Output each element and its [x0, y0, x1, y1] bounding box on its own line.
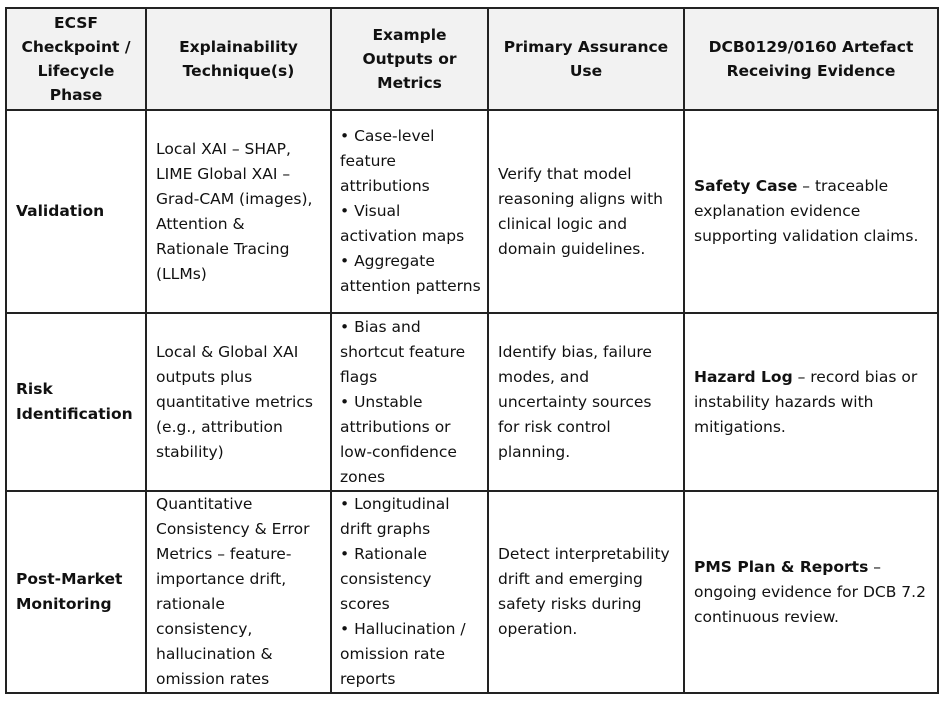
phase-cell: Validation	[6, 110, 146, 313]
header-phase: ECSF Checkpoint / Lifecycle Phase	[6, 8, 146, 110]
header-assurance-use: Primary Assurance Use	[488, 8, 684, 110]
assurance-use-cell: Verify that model reasoning aligns with clinical logic and domain guidelines.	[488, 110, 684, 313]
technique-cell: Local & Global XAI outputs plus quantitative metrics (e.g., attribution stability)	[146, 313, 331, 491]
output-item: • Bias and shortcut feature flags	[340, 317, 466, 386]
table-row-validation	[6, 110, 938, 313]
output-item: • Aggregate attention patterns	[340, 252, 481, 295]
table-row-post-market-monitoring	[6, 491, 938, 693]
artefact-cell	[684, 313, 938, 491]
output-item: • Case-level feature attributions	[340, 127, 435, 195]
output-item: • Visual activation maps	[340, 202, 465, 245]
artefact-text: – record bias or instability hazards with mitigations.	[694, 367, 918, 436]
output-item: • Rationale consistency scores	[340, 545, 432, 613]
evidence-mapping-table	[5, 7, 939, 694]
technique-cell: Quantitative Consistency & Error Metrics – feature-importance drift, rationale consistency, hallucination & omission rates	[146, 491, 331, 693]
artefact-text: – ongoing evidence for DCB 7.2 continuous review.	[694, 557, 926, 626]
header-row	[6, 8, 938, 110]
phase-cell: Risk Identification	[6, 313, 146, 491]
artefact-cell	[684, 110, 938, 313]
phase-cell: Post-Market Monitoring	[6, 491, 146, 693]
header-technique: Explainability Technique(s)	[146, 8, 331, 110]
assurance-use-cell: Identify bias, failure modes, and uncertainty sources for risk control planning.	[488, 313, 684, 491]
artefact-text: – traceable explanation evidence supporting validation claims.	[694, 177, 919, 245]
table-row-risk-identification	[6, 313, 938, 491]
output-item: • Hallucination / omission rate reports	[340, 620, 466, 688]
assurance-use-cell: Detect interpretability drift and emerging safety risks during operation.	[488, 491, 684, 693]
outputs-cell	[331, 110, 488, 313]
header-outputs: Example Outputs or Metrics	[331, 8, 488, 110]
artefact-title: Safety Case	[694, 177, 798, 195]
output-item: • Unstable attributions or low-confidence zones	[340, 392, 457, 486]
outputs-cell	[331, 313, 488, 491]
artefact-title: Hazard Log	[694, 367, 793, 386]
header-artefact: DCB0129/0160 Artefact Receiving Evidence	[684, 8, 938, 110]
output-item: • Longitudinal drift graphs	[340, 495, 450, 538]
artefact-title: PMS Plan & Reports	[694, 557, 869, 576]
technique-cell: Local XAI – SHAP, LIME Global XAI – Grad-CAM (images), Attention & Rationale Tracing (LLMs)	[146, 110, 331, 313]
artefact-cell	[684, 491, 938, 693]
outputs-cell	[331, 491, 488, 693]
